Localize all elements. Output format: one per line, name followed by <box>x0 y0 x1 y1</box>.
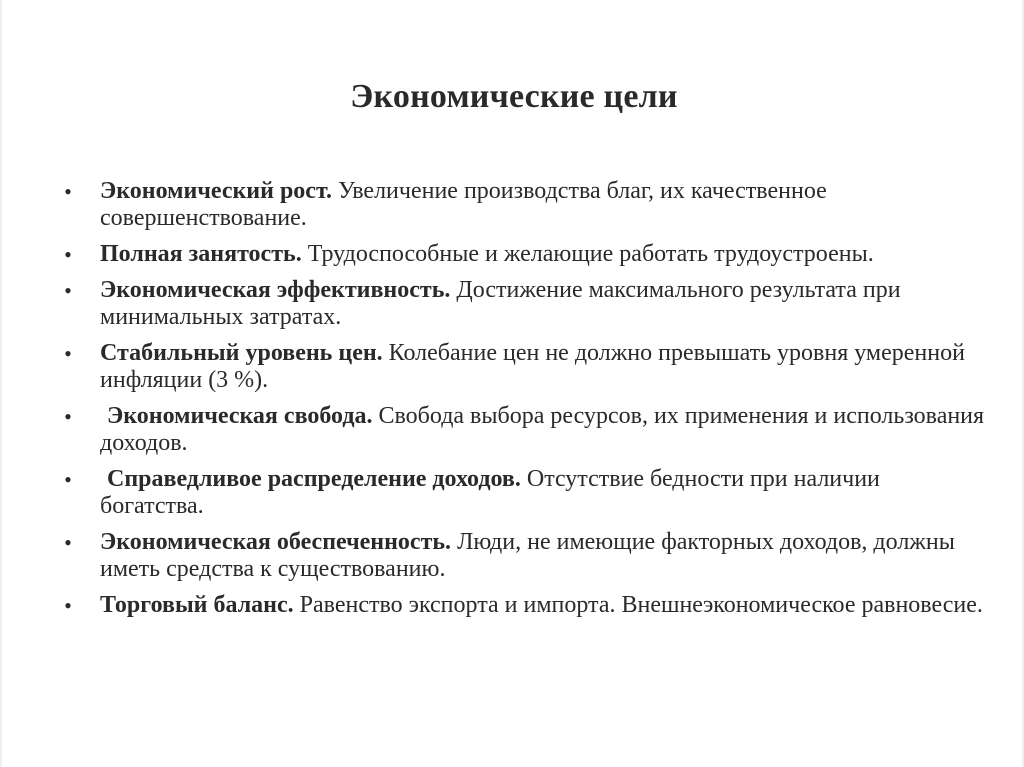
item-lead: Полная занятость. <box>100 241 302 267</box>
goals-list <box>58 178 988 628</box>
item-text: Отсутствие бедности при наличии богатства. <box>100 466 880 519</box>
bullet-icon: • <box>64 530 72 555</box>
item-text: Свобода выбора ресурсов, их применения и использования доходов. <box>100 403 985 456</box>
list-item <box>58 403 988 457</box>
item-text: Люди, не имеющие факторных доходов, должны иметь средства к существованию. <box>100 529 955 582</box>
item-lead: Торговый баланс. <box>100 592 294 618</box>
bullet-icon: • <box>64 467 72 492</box>
slide-title: Экономические цели <box>350 78 678 115</box>
item-text: Достижение максимального результата при минимальных затратах. <box>100 277 901 330</box>
list-item <box>58 592 988 619</box>
list-item <box>58 466 988 520</box>
item-text: Трудоспособные и желающие работать трудоустроены. <box>301 241 874 267</box>
item-lead: Экономический рост. <box>100 178 332 204</box>
bullet-icon: • <box>64 179 72 204</box>
list-item <box>58 241 988 268</box>
bullet-icon: • <box>64 278 72 303</box>
item-lead: Стабильный уровень цен. <box>100 340 383 366</box>
item-lead: Экономическая свобода. <box>107 403 373 429</box>
bullet-icon: • <box>64 593 72 618</box>
item-lead: Экономическая эффективность. <box>100 277 451 303</box>
bullet-icon: • <box>64 242 72 267</box>
list-item <box>58 529 988 583</box>
list-item <box>58 178 988 232</box>
list-item <box>58 340 988 394</box>
item-text: Увеличение производства благ, их качественное совершенствование. <box>100 178 827 231</box>
item-lead: Справедливое распределение доходов. <box>107 466 521 492</box>
item-lead: Экономическая обеспеченность. <box>100 529 452 555</box>
bullet-icon: • <box>64 404 72 429</box>
item-text: Колебание цен не должно превышать уровня умеренной инфляции (3 %). <box>100 340 965 393</box>
item-text: Равенство экспорта и импорта. Внешнеэкономическое равновесие. <box>293 592 983 618</box>
bullet-icon: • <box>64 341 72 366</box>
list-item <box>58 277 988 331</box>
